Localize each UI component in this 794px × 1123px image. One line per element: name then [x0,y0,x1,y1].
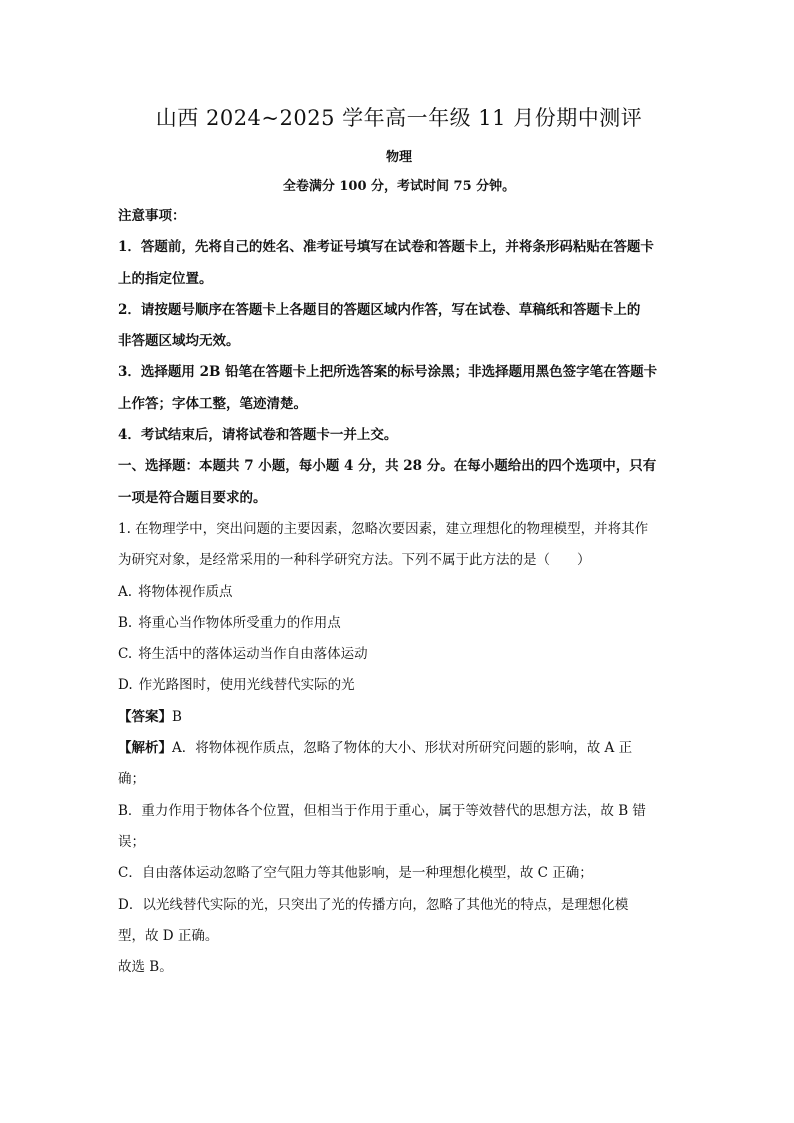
option-letter: C. [118,646,133,663]
notes-heading: 注意事项： [118,208,186,224]
notes-line: 非答题区域均无效。 [118,333,240,350]
answer-line [118,702,680,733]
analysis-text: A．将物体视作质点，忽略了物体的大小、形状对所研究问题的影响，故 A 正 [172,740,633,757]
option-a [118,577,680,608]
score-time-info: 全卷满分 100 分，考试时间 75 分钟。 [282,179,516,194]
analysis-line: 误； [118,833,145,850]
notes-line: 1．答题前，先将自己的姓名、准考证号填写在试卷和答题卡上，并将条形码粘贴在答题卡 [118,239,654,256]
option-text: 作光路图时，使用光线替代实际的光 [138,677,355,694]
option-letter: B. [118,614,133,631]
analysis-line: D．以光线替代实际的光，只突出了光的传播方向，忽略了其他光的特点，是理想化模 [118,896,629,913]
question-stem-line: 1. 在物理学中，突出问题的主要因素，忽略次要因素，建立理想化的物理模型，并将其作 [118,520,649,537]
analysis-line: 型，故 D 正确。 [118,927,219,944]
notes-line: 2．请按题号顺序在答题卡上各题目的答题区域内作答，写在试卷、草稿纸和答题卡上的 [118,301,641,318]
conclusion-line: 故选 B。 [118,959,173,976]
analysis-line: 确； [118,771,145,788]
option-c [118,639,680,670]
option-text: 将生活中的落体运动当作自由落体运动 [138,646,368,663]
option-d [118,670,680,701]
analysis-line: B．重力作用于物体各个位置，但相当于作用于重心，属于等效替代的思想方法，故 B 错 [118,802,646,819]
analysis-tag: 【解析】 [118,740,172,757]
notes-line: 3．选择题用 2B 铅笔在答题卡上把所选答案的标号涂黑；非选择题用黑色签字笔在答题卡 [118,364,658,381]
question-stem-line: 为研究对象，是经常采用的一种科学研究方法。下列不属于此方法的是（ ） [118,552,591,569]
notes-line: 4．考试结束后，请将试卷和答题卡一并上交。 [118,427,398,444]
document-page [118,104,680,983]
exam-title: 山西 2024~2025 学年高一年级 11 月份期中测评 [155,106,643,130]
option-b [118,608,680,639]
answer-value: B [172,708,182,725]
section-heading-line: 一、选择题：本题共 7 小题，每小题 4 分，共 28 分。在每小题给出的四个选项中，只有 [118,458,657,475]
option-text: 将重心当作物体所受重力的作用点 [138,614,341,631]
option-letter: D. [118,677,133,694]
analysis-line [118,733,680,764]
option-letter: A. [118,583,133,600]
notes-line: 上的指定位置。 [118,270,213,287]
section-heading-line: 一项是符合题目要求的。 [118,489,267,506]
answer-tag: 【答案】 [118,708,172,725]
notes-line: 上作答；字体工整，笔迹清楚。 [118,395,307,412]
subject-label: 物理 [385,150,412,165]
analysis-line: C．自由落体运动忽略了空气阻力等其他影响，是一种理想化模型，故 C 正确； [118,865,593,882]
option-text: 将物体视作质点 [138,583,233,600]
